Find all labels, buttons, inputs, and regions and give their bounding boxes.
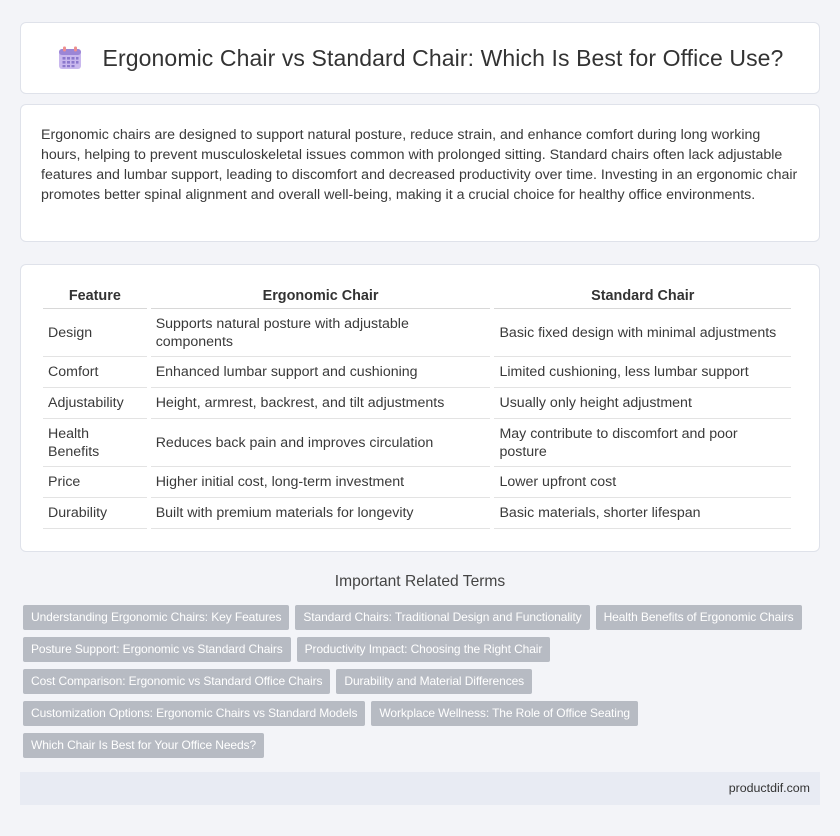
table-header: Ergonomic Chair xyxy=(151,287,491,309)
table-cell: Height, armrest, backrest, and tilt adjustments xyxy=(151,388,491,419)
table-row xyxy=(43,388,791,419)
table-cell: Lower upfront cost xyxy=(494,467,791,498)
table-cell: Comfort xyxy=(43,357,147,388)
footer xyxy=(20,772,820,805)
table-row xyxy=(43,357,791,388)
table-cell: Adjustability xyxy=(43,388,147,419)
related-term-tag[interactable]: Standard Chairs: Traditional Design and Functionality xyxy=(295,605,589,630)
related-term-tag[interactable]: Health Benefits of Ergonomic Chairs xyxy=(596,605,802,630)
table-row xyxy=(43,419,791,467)
related-term-tag[interactable]: Workplace Wellness: The Role of Office Seating xyxy=(371,701,638,726)
table-row xyxy=(43,467,791,498)
table-header: Standard Chair xyxy=(494,287,791,309)
table-cell: Price xyxy=(43,467,147,498)
table-cell: Health Benefits xyxy=(43,419,147,467)
table-cell: May contribute to discomfort and poor posture xyxy=(494,419,791,467)
table-cell: Basic materials, shorter lifespan xyxy=(494,498,791,529)
table-cell: Usually only height adjustment xyxy=(494,388,791,419)
table-cell: Limited cushioning, less lumbar support xyxy=(494,357,791,388)
table-header: Feature xyxy=(43,287,147,309)
related-term-tag[interactable]: Which Chair Is Best for Your Office Needs? xyxy=(23,733,264,758)
page-header xyxy=(20,22,820,94)
table-row xyxy=(43,309,791,357)
table-cell: Supports natural posture with adjustable components xyxy=(151,309,491,357)
table-row xyxy=(43,498,791,529)
related-term-tag[interactable]: Cost Comparison: Ergonomic vs Standard Office Chairs xyxy=(23,669,330,694)
related-term-tag[interactable]: Durability and Material Differences xyxy=(336,669,532,694)
comparison-table-section xyxy=(20,264,820,552)
footer-site-link[interactable]: productdif.com xyxy=(728,781,810,795)
comparison-table xyxy=(39,287,795,529)
related-term-tag[interactable]: Posture Support: Ergonomic vs Standard Chairs xyxy=(23,637,291,662)
intro-text: Ergonomic chairs are designed to support natural posture, reduce strain, and enhance comfort during long working hours, helping to prevent musculoskeletal issues common with prolonged sitting. Standard chairs often lack adjustable features and lumbar support, leading to discomfort and decreased productivity over time. Investing in an ergonomic chair promotes better spinal alignment and overall well-being, making it a crucial choice for healthy office environments. xyxy=(41,127,798,203)
table-cell: Basic fixed design with minimal adjustments xyxy=(494,309,791,357)
table-cell: Built with premium materials for longevity xyxy=(151,498,491,529)
table-cell: Design xyxy=(43,309,147,357)
table-cell: Higher initial cost, long-term investment xyxy=(151,467,491,498)
related-terms-list xyxy=(23,605,823,765)
page-title: Ergonomic Chair vs Standard Chair: Which Is Best for Office Use? xyxy=(102,44,784,71)
related-term-tag[interactable]: Customization Options: Ergonomic Chairs vs Standard Models xyxy=(23,701,365,726)
table-header-row xyxy=(43,287,791,309)
table-cell: Reduces back pain and improves circulation xyxy=(151,419,491,467)
related-terms-title: Important Related Terms xyxy=(334,573,506,590)
table-cell: Durability xyxy=(43,498,147,529)
table-cell: Enhanced lumbar support and cushioning xyxy=(151,357,491,388)
calendar-grid-icon xyxy=(57,45,83,71)
related-term-tag[interactable]: Productivity Impact: Choosing the Right Chair xyxy=(297,637,551,662)
intro-section xyxy=(20,104,820,242)
related-term-tag[interactable]: Understanding Ergonomic Chairs: Key Features xyxy=(23,605,289,630)
